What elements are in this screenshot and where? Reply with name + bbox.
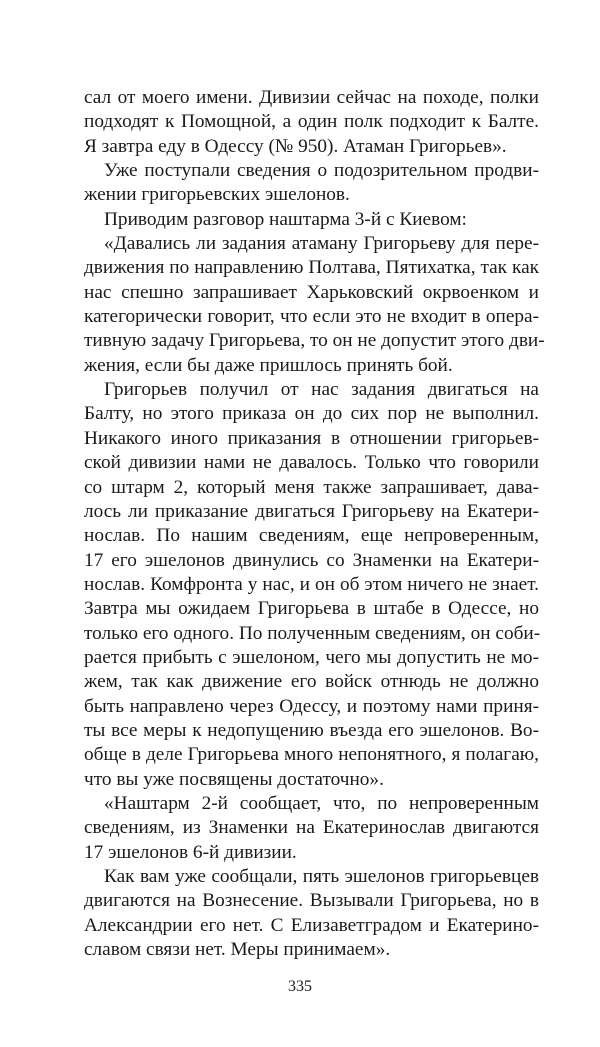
- text-line: нас спешно запрашивает Харьковский окрвоенком и: [84, 281, 539, 303]
- text-line: движения по направлению Полтава, Пятихатка, так как: [84, 257, 539, 279]
- text-line: Уже поступали сведения о подозрительном продви-: [104, 160, 539, 182]
- text-line: нослав. По нашим сведениям, еще непроверенным,: [84, 525, 539, 547]
- text-line: лось ли приказание двигаться Григорьеву на Екатери-: [84, 500, 539, 522]
- paragraph: [84, 208, 539, 232]
- paragraph: [84, 378, 539, 792]
- page-number: 335: [288, 978, 312, 995]
- text-line: категорически говорит, что если это не входит в опера-: [84, 306, 539, 328]
- text-line: со штарм 2, который меня также запрашивает, дава-: [84, 476, 539, 498]
- text-line: жения, если бы даже пришлось принять бой.: [84, 354, 453, 376]
- body-text: [84, 86, 545, 962]
- paragraph: [84, 232, 545, 378]
- text-line: двигаются на Вознесение. Вызывали Григорьева, но в: [84, 890, 539, 912]
- text-line: жении григорьевских эшелонов.: [84, 184, 350, 206]
- paragraph: [84, 792, 539, 865]
- text-line: только его одного. По полученным сведениям, он соби-: [84, 622, 541, 644]
- text-line: Приводим разговор наштарма 3-й с Киевом:: [104, 208, 467, 230]
- text-line: 17 эшелонов 6-й дивизии.: [84, 841, 297, 863]
- text-line: Как вам уже сообщали, пять эшелонов григорьевцев: [104, 866, 539, 887]
- text-line: «Давались ли задания атаману Григорьеву для пере-: [104, 233, 539, 255]
- text-line: нослав. Комфронта у нас, и он об этом ничего не знает.: [84, 573, 539, 595]
- text-line: рается прибыть с эшелоном, чего мы допустить не мо-: [84, 646, 539, 668]
- text-line: сведениям, из Знаменки на Екатеринослав двигаются: [84, 817, 539, 839]
- text-line: подходят к Помощной, а один полк подходит к Балте.: [84, 111, 539, 133]
- text-line: Григорьев получил от нас задания двигаться на: [104, 379, 539, 401]
- text-line: «Наштарм 2-й сообщает, что, по непроверенным: [104, 792, 539, 814]
- text-line: сал от моего имени. Дивизии сейчас на походе, полки: [84, 87, 539, 108]
- text-line: ты все меры к недопущению въезда его эшелонов. Во-: [84, 719, 539, 741]
- text-line: славом связи нет. Меры принимаем».: [84, 939, 391, 961]
- paragraph: [84, 159, 539, 208]
- text-line: Никакого иного приказания в отношении григорьев-: [84, 427, 539, 449]
- text-line: обще в деле Григорьева много непонятного, я полагаю,: [84, 744, 539, 766]
- paragraph: [84, 86, 539, 159]
- text-line: Завтра мы ожидаем Григорьева в штабе в Одессе, но: [84, 598, 539, 620]
- text-line: ской дивизии нами не давалось. Только что говорили: [84, 452, 539, 474]
- text-line: тивную задачу Григорьева, то он не допустит этого дви-: [84, 330, 545, 352]
- text-line: Я завтра еду в Одессу (№ 950). Атаман Григорьев».: [84, 135, 507, 157]
- text-line: Балту, но этого приказа он до сих пор не выполнил.: [84, 403, 539, 425]
- paragraph: [84, 865, 539, 962]
- text-line: 17 его эшелонов двинулись со Знаменки на Екатери-: [84, 549, 539, 571]
- text-line: жем, так как движение его войск отнюдь не должно: [84, 671, 539, 693]
- text-line: Александрии его нет. С Елизаветградом и Екатерино-: [84, 914, 539, 936]
- text-line: что вы уже посвящены достаточно».: [84, 768, 384, 790]
- text-line: быть направлено через Одессу, и поэтому нами приня-: [84, 695, 539, 717]
